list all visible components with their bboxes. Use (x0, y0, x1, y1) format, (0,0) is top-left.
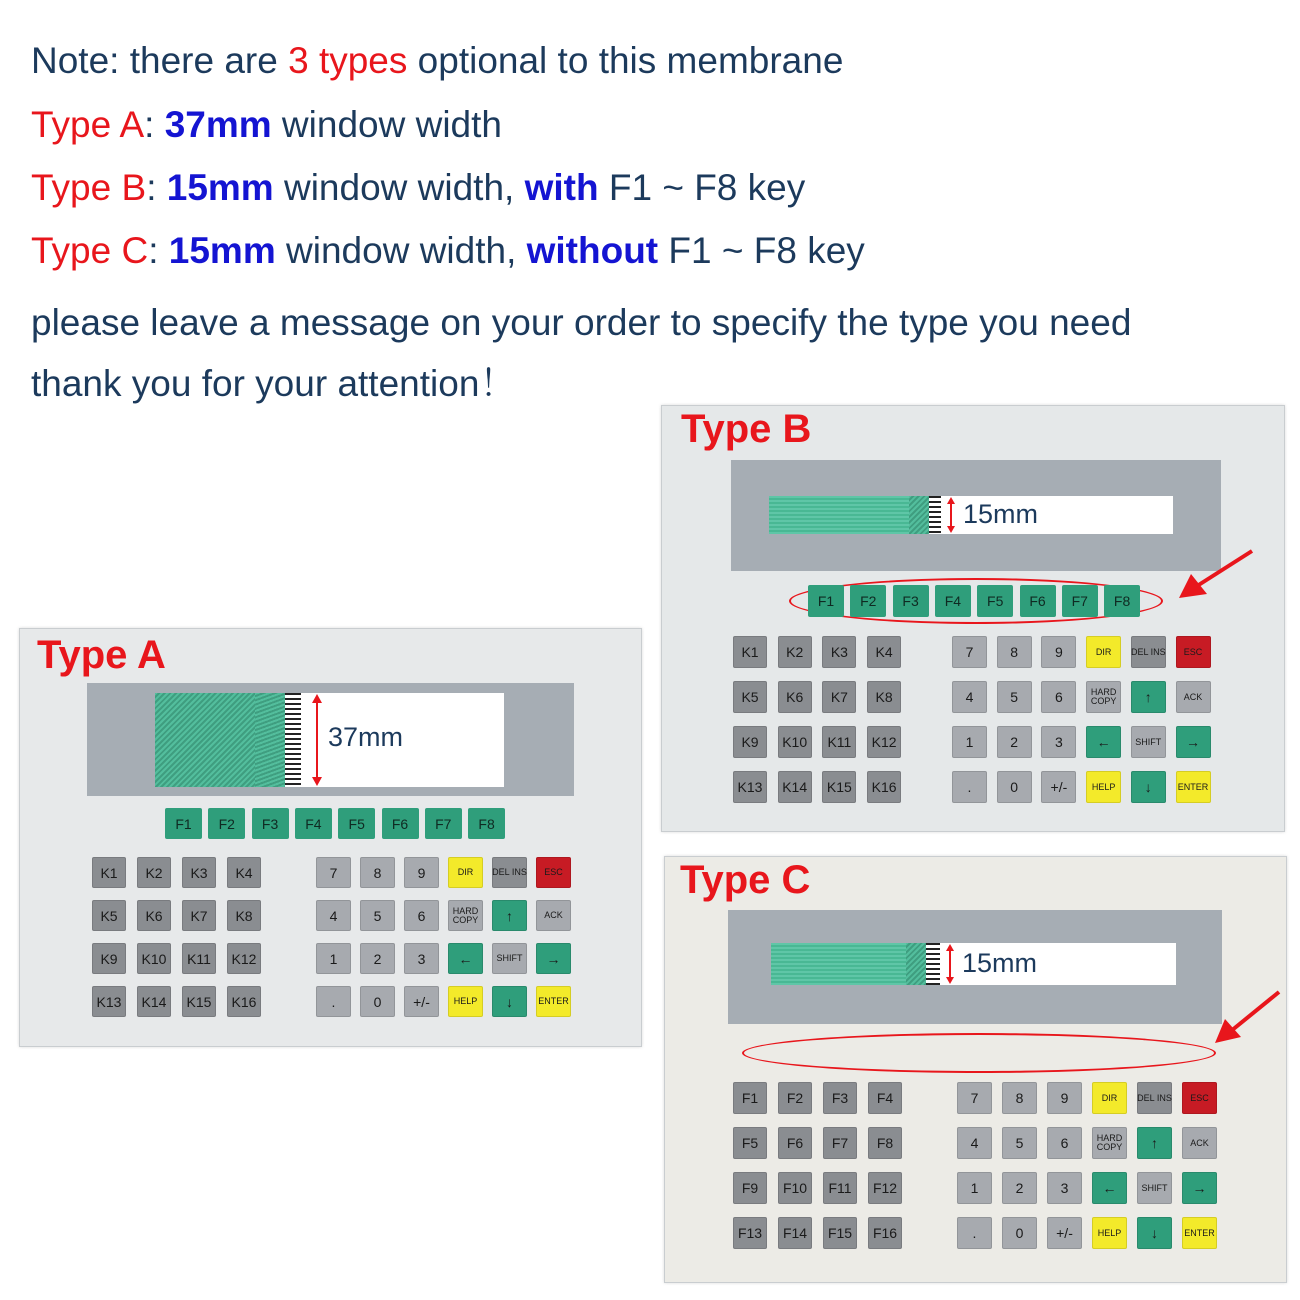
numpad-key-1: 1 (952, 726, 987, 758)
fkey-f1: F1 (165, 808, 202, 839)
numpad-key-ack: ACK (1182, 1127, 1217, 1159)
highlight-ellipse (742, 1033, 1216, 1073)
key-k10: K10 (778, 726, 812, 758)
numpad-key-hard-copy: HARD COPY (1086, 681, 1121, 713)
key-f12: F12 (868, 1172, 902, 1204)
numpad-key-help: HELP (1092, 1217, 1127, 1249)
key-f1: F1 (733, 1082, 767, 1114)
type-b-line: Type B: 15mm window width, with F1 ~ F8 key (31, 167, 806, 208)
key-k13: K13 (733, 771, 767, 803)
key-k5: K5 (92, 900, 126, 931)
dimension-marker (945, 496, 1075, 534)
numpad-key-5: 5 (1002, 1127, 1037, 1159)
numpad-key-ack: ACK (1176, 681, 1211, 713)
key-k6: K6 (778, 681, 812, 713)
numpad-key-esc: ESC (1182, 1082, 1217, 1114)
key-f11: F11 (823, 1172, 857, 1204)
key-k9: K9 (733, 726, 767, 758)
numpad-key-shift: SHIFT (1131, 726, 1166, 758)
key-k12: K12 (867, 726, 901, 758)
numpad-key-hard-copy: HARD COPY (1092, 1127, 1127, 1159)
numpad-key-enter: ENTER (1182, 1217, 1217, 1249)
numpad-key-6: 6 (404, 900, 439, 931)
key-k15: K15 (182, 986, 216, 1017)
contact-comb (929, 496, 941, 534)
numpad-key-: ↓ (492, 986, 527, 1017)
fkey-f7: F7 (1062, 585, 1098, 617)
message-line: please leave a message on your order to specify the type you need (31, 302, 1132, 343)
contact-comb (926, 943, 940, 985)
numpad-key-: ↓ (1137, 1217, 1172, 1249)
numpad-key-1: 1 (957, 1172, 992, 1204)
fkey-f6: F6 (1020, 585, 1056, 617)
ribbon-fan (909, 496, 931, 534)
dimension-arrow-icon (945, 496, 959, 534)
numpad-key-: +/- (404, 986, 439, 1017)
numpad-key-8: 8 (997, 636, 1032, 668)
key-k15: K15 (822, 771, 856, 803)
numpad-key-3: 3 (1047, 1172, 1082, 1204)
numpad-key-7: 7 (957, 1082, 992, 1114)
numpad-key-esc: ESC (1176, 636, 1211, 668)
dimension-marker (310, 693, 440, 787)
pointer-arrow-icon (1213, 987, 1285, 1049)
numpad-key-enter: ENTER (1176, 771, 1211, 803)
key-f8: F8 (868, 1127, 902, 1159)
thanks-line: thank you for your attention！ (31, 363, 517, 404)
type-c-line: Type C: 15mm window width, without F1 ~ F8 key (31, 230, 865, 271)
numpad-key-shift: SHIFT (492, 943, 527, 974)
numpad-key-help: HELP (448, 986, 483, 1017)
numpad-key-1: 1 (316, 943, 351, 974)
display-window (155, 693, 504, 787)
numpad-key-del-ins: DEL INS (1137, 1082, 1172, 1114)
key-k1: K1 (733, 636, 767, 668)
numpad-key-8: 8 (360, 857, 395, 888)
numpad-key-6: 6 (1047, 1127, 1082, 1159)
numpad-key-: ← (1092, 1172, 1127, 1204)
key-k2: K2 (778, 636, 812, 668)
fkey-f4: F4 (295, 808, 332, 839)
fkey-f8: F8 (468, 808, 505, 839)
dimension-marker (944, 943, 1074, 985)
numpad-key-ack: ACK (536, 900, 571, 931)
numpad-key-: ↑ (1137, 1127, 1172, 1159)
fkey-f1: F1 (808, 585, 844, 617)
fkey-f4: F4 (935, 585, 971, 617)
key-f15: F15 (823, 1217, 857, 1249)
numpad-key-4: 4 (316, 900, 351, 931)
note-line: Note: there are 3 types optional to this membrane (31, 40, 844, 81)
numpad-key-: . (952, 771, 987, 803)
numpad-key-: ← (448, 943, 483, 974)
key-k2: K2 (137, 857, 171, 888)
numpad-key-shift: SHIFT (1137, 1172, 1172, 1204)
key-k7: K7 (182, 900, 216, 931)
numpad-key-2: 2 (1002, 1172, 1037, 1204)
numpad-key-7: 7 (316, 857, 351, 888)
key-k11: K11 (182, 943, 216, 974)
fkey-f7: F7 (425, 808, 462, 839)
key-k16: K16 (867, 771, 901, 803)
key-k13: K13 (92, 986, 126, 1017)
numpad-key-2: 2 (997, 726, 1032, 758)
type-c-label: Type C (680, 858, 811, 902)
numpad-key-help: HELP (1086, 771, 1121, 803)
contact-comb (285, 693, 301, 787)
numpad-key-7: 7 (952, 636, 987, 668)
key-k4: K4 (867, 636, 901, 668)
ribbon-fan (906, 943, 928, 985)
key-k7: K7 (822, 681, 856, 713)
ribbon-fan (255, 693, 285, 787)
key-f16: F16 (868, 1217, 902, 1249)
numpad-key-: ↑ (1131, 681, 1166, 713)
type-a-panel (19, 628, 642, 1047)
pointer-arrow-icon (1177, 546, 1257, 606)
flex-ribbon (155, 693, 265, 787)
type-a-line: Type A: 37mm window width (31, 104, 502, 145)
numpad-key-dir: DIR (1086, 636, 1121, 668)
type-b-panel (661, 405, 1285, 832)
numpad-key-esc: ESC (536, 857, 571, 888)
numpad-key-9: 9 (1041, 636, 1076, 668)
numpad-key-hard-copy: HARD COPY (448, 900, 483, 931)
key-f13: F13 (733, 1217, 767, 1249)
numpad-key-3: 3 (404, 943, 439, 974)
key-f4: F4 (868, 1082, 902, 1114)
fkey-f2: F2 (850, 585, 886, 617)
numpad-key-dir: DIR (1092, 1082, 1127, 1114)
numpad-key-5: 5 (360, 900, 395, 931)
numpad-key-6: 6 (1041, 681, 1076, 713)
fkey-f8: F8 (1104, 585, 1140, 617)
numpad-key-0: 0 (997, 771, 1032, 803)
display-window (771, 943, 1176, 985)
numpad-key-: → (1176, 726, 1211, 758)
key-f3: F3 (823, 1082, 857, 1114)
numpad-key-: +/- (1041, 771, 1076, 803)
numpad-key-9: 9 (404, 857, 439, 888)
display-bezel (731, 460, 1221, 571)
type-c-panel (664, 856, 1287, 1283)
fkey-f3: F3 (252, 808, 289, 839)
key-k16: K16 (227, 986, 261, 1017)
key-k1: K1 (92, 857, 126, 888)
type-a-label: Type A (37, 633, 166, 677)
fkey-f5: F5 (977, 585, 1013, 617)
numpad-key-enter: ENTER (536, 986, 571, 1017)
numpad-key-: ← (1086, 726, 1121, 758)
key-k3: K3 (822, 636, 856, 668)
key-k12: K12 (227, 943, 261, 974)
numpad-key-del-ins: DEL INS (492, 857, 527, 888)
flex-ribbon (771, 943, 906, 985)
key-k9: K9 (92, 943, 126, 974)
numpad-key-3: 3 (1041, 726, 1076, 758)
key-k3: K3 (182, 857, 216, 888)
window-size-label: 15mm (963, 499, 1039, 529)
numpad-key-: . (316, 986, 351, 1017)
numpad-key-: ↓ (1131, 771, 1166, 803)
numpad-key-8: 8 (1002, 1082, 1037, 1114)
fkey-f3: F3 (893, 585, 929, 617)
key-k8: K8 (227, 900, 261, 931)
numpad-key-: → (1182, 1172, 1217, 1204)
key-k14: K14 (778, 771, 812, 803)
key-f2: F2 (778, 1082, 812, 1114)
flex-ribbon (769, 496, 909, 534)
key-k14: K14 (137, 986, 171, 1017)
window-size-label: 37mm (328, 722, 404, 752)
numpad-key-: ↑ (492, 900, 527, 931)
numpad-key-: . (957, 1217, 992, 1249)
key-k5: K5 (733, 681, 767, 713)
key-k11: K11 (822, 726, 856, 758)
key-k8: K8 (867, 681, 901, 713)
key-k6: K6 (137, 900, 171, 931)
window-size-label: 15mm (962, 948, 1038, 978)
key-k10: K10 (137, 943, 171, 974)
dimension-arrow-icon (944, 943, 958, 985)
type-b-label: Type B (681, 407, 812, 451)
key-f14: F14 (778, 1217, 812, 1249)
numpad-key-: → (536, 943, 571, 974)
key-f10: F10 (778, 1172, 812, 1204)
key-f9: F9 (733, 1172, 767, 1204)
numpad-key-: +/- (1047, 1217, 1082, 1249)
display-window (769, 496, 1173, 534)
fkey-f2: F2 (208, 808, 245, 839)
key-k4: K4 (227, 857, 261, 888)
numpad-key-del-ins: DEL INS (1131, 636, 1166, 668)
fkey-f5: F5 (338, 808, 375, 839)
numpad-key-4: 4 (952, 681, 987, 713)
display-bezel (87, 683, 574, 796)
numpad-key-2: 2 (360, 943, 395, 974)
key-f7: F7 (823, 1127, 857, 1159)
numpad-key-4: 4 (957, 1127, 992, 1159)
key-f5: F5 (733, 1127, 767, 1159)
numpad-key-0: 0 (1002, 1217, 1037, 1249)
numpad-key-9: 9 (1047, 1082, 1082, 1114)
numpad-key-dir: DIR (448, 857, 483, 888)
key-f6: F6 (778, 1127, 812, 1159)
fkey-f6: F6 (382, 808, 419, 839)
numpad-key-0: 0 (360, 986, 395, 1017)
display-bezel (728, 910, 1222, 1024)
dimension-arrow-icon (310, 693, 330, 787)
numpad-key-5: 5 (997, 681, 1032, 713)
